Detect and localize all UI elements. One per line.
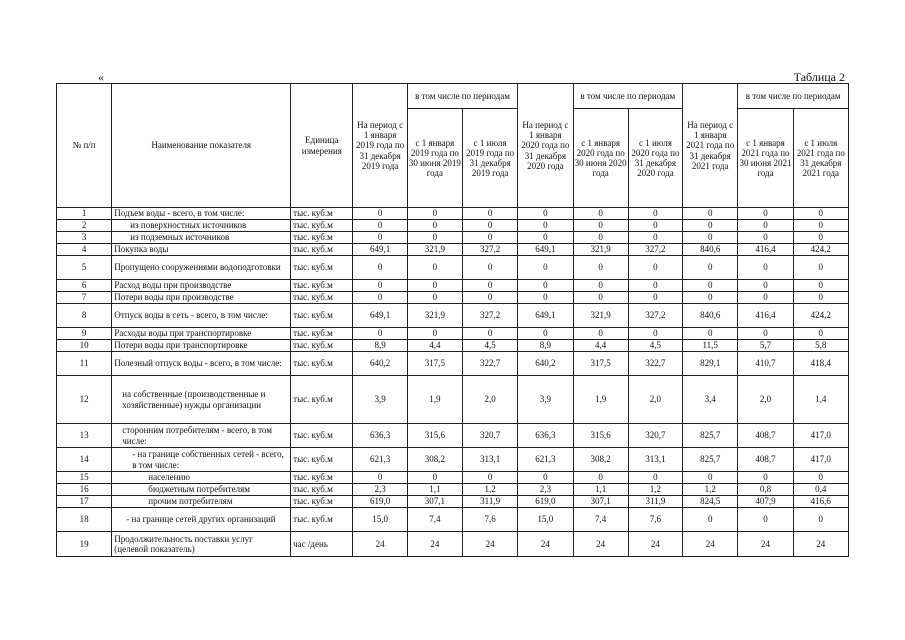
unit-cell: тыс. куб.м xyxy=(291,328,353,340)
value-cell: 5,8 xyxy=(793,340,848,352)
value-cell: 315,6 xyxy=(407,424,462,448)
value-cell: 315,6 xyxy=(573,424,628,448)
value-cell: 0 xyxy=(573,280,628,292)
unit-cell: тыс. куб.м xyxy=(291,376,353,424)
value-cell: 0 xyxy=(793,508,848,532)
value-cell: 636,3 xyxy=(353,424,407,448)
value-cell: 0 xyxy=(738,220,793,232)
indicator-name: - на границе сетей других организаций xyxy=(112,508,291,532)
unit-cell: тыс. куб.м xyxy=(291,292,353,304)
unit-cell: тыс. куб.м xyxy=(291,508,353,532)
value-cell: 3,9 xyxy=(518,376,573,424)
unit-cell: тыс. куб.м xyxy=(291,256,353,280)
table-row xyxy=(57,508,849,532)
value-cell: 24 xyxy=(407,532,462,557)
value-cell: 1,1 xyxy=(407,484,462,496)
value-cell: 307,1 xyxy=(573,496,628,508)
value-cell: 0 xyxy=(518,208,573,220)
value-cell: 7,4 xyxy=(573,508,628,532)
value-cell: 621,3 xyxy=(518,448,573,472)
value-cell: 0,4 xyxy=(793,484,848,496)
value-cell: 0 xyxy=(573,328,628,340)
indicator-name: на собственные (производственные и хозяйственные) нужды организации xyxy=(112,376,291,424)
indicator-name: Потери воды при транспортировке xyxy=(112,340,291,352)
value-cell: 0 xyxy=(407,256,462,280)
value-cell: 0 xyxy=(463,208,518,220)
value-cell: 0 xyxy=(353,256,407,280)
value-cell: 0 xyxy=(518,292,573,304)
table-row xyxy=(57,448,849,472)
unit-cell: тыс. куб.м xyxy=(291,484,353,496)
value-cell: 321,9 xyxy=(573,244,628,256)
value-cell: 8,9 xyxy=(353,340,407,352)
value-cell: 0 xyxy=(738,208,793,220)
value-cell: 322,7 xyxy=(463,352,518,376)
value-cell: 0 xyxy=(738,256,793,280)
unit-cell: тыс. куб.м xyxy=(291,208,353,220)
value-cell: 1,1 xyxy=(573,484,628,496)
value-cell: 24 xyxy=(353,532,407,557)
value-cell: 649,1 xyxy=(518,244,573,256)
value-cell: 407,9 xyxy=(738,496,793,508)
value-cell: 829,1 xyxy=(683,352,738,376)
value-cell: 0 xyxy=(628,292,682,304)
header-2019-h2: с 1 июля 2019 года по 31 декабря 2019 года xyxy=(463,109,518,208)
table-row xyxy=(57,232,849,244)
value-cell: 2,0 xyxy=(738,376,793,424)
value-cell: 0 xyxy=(793,256,848,280)
header-2020-h2: с 1 июля 2020 года по 31 декабря 2020 года xyxy=(628,109,682,208)
value-cell: 417,0 xyxy=(793,448,848,472)
value-cell: 0 xyxy=(518,220,573,232)
indicator-name: Продолжительность поставки услуг (целевой показатель) xyxy=(112,532,291,557)
header-year-2019-total: На период с 1 января 2019 года по 31 декабря 2019 года xyxy=(353,84,407,208)
value-cell: 320,7 xyxy=(628,424,682,448)
indicator-name: Полезный отпуск воды - всего, в том числе: xyxy=(112,352,291,376)
value-cell: 3,4 xyxy=(683,376,738,424)
value-cell: 0 xyxy=(738,232,793,244)
row-number: 8 xyxy=(57,304,112,328)
value-cell: 0 xyxy=(353,232,407,244)
value-cell: 1,2 xyxy=(463,484,518,496)
value-cell: 0 xyxy=(628,208,682,220)
header-unit: Единица измерения xyxy=(291,84,353,208)
value-cell: 5,7 xyxy=(738,340,793,352)
value-cell: 0 xyxy=(573,256,628,280)
value-cell: 327,2 xyxy=(628,244,682,256)
value-cell: 0 xyxy=(793,292,848,304)
value-cell: 2,0 xyxy=(628,376,682,424)
table-row xyxy=(57,280,849,292)
value-cell: 416,4 xyxy=(738,304,793,328)
row-number: 3 xyxy=(57,232,112,244)
value-cell: 7,6 xyxy=(628,508,682,532)
table-caption: Таблица 2 xyxy=(793,70,845,84)
value-cell: 0 xyxy=(683,232,738,244)
value-cell: 11,5 xyxy=(683,340,738,352)
value-cell: 0 xyxy=(463,328,518,340)
indicator-name: сторонним потребителям - всего, в том числе: xyxy=(112,424,291,448)
value-cell: 840,6 xyxy=(683,304,738,328)
value-cell: 308,2 xyxy=(407,448,462,472)
value-cell: 0 xyxy=(793,220,848,232)
header-2021-h1: с 1 января 2021 года по 30 июня 2021 года xyxy=(738,109,793,208)
value-cell: 0 xyxy=(518,256,573,280)
value-cell: 1,9 xyxy=(407,376,462,424)
value-cell: 0 xyxy=(683,208,738,220)
value-cell: 0 xyxy=(353,220,407,232)
value-cell: 327,2 xyxy=(463,244,518,256)
header-2021-h2: с 1 июля 2021 года по 31 декабря 2021 года xyxy=(793,109,848,208)
value-cell: 0 xyxy=(463,220,518,232)
value-cell: 408,7 xyxy=(738,448,793,472)
header-num: № п/п xyxy=(57,84,112,208)
value-cell: 0 xyxy=(573,208,628,220)
table-row xyxy=(57,472,849,484)
table-row xyxy=(57,328,849,340)
row-number: 1 xyxy=(57,208,112,220)
row-number: 7 xyxy=(57,292,112,304)
value-cell: 410,7 xyxy=(738,352,793,376)
value-cell: 649,1 xyxy=(518,304,573,328)
value-cell: 0 xyxy=(683,256,738,280)
value-cell: 0 xyxy=(463,232,518,244)
value-cell: 317,5 xyxy=(407,352,462,376)
row-number: 16 xyxy=(57,484,112,496)
table-row xyxy=(57,376,849,424)
unit-cell: тыс. куб.м xyxy=(291,424,353,448)
value-cell: 24 xyxy=(463,532,518,557)
indicator-name: прочим потребителям xyxy=(112,496,291,508)
indicator-name: Расход воды при производстве xyxy=(112,280,291,292)
value-cell: 0 xyxy=(518,472,573,484)
value-cell: 0 xyxy=(573,232,628,244)
table-row xyxy=(57,208,849,220)
value-cell: 636,3 xyxy=(518,424,573,448)
value-cell: 0,8 xyxy=(738,484,793,496)
value-cell: 24 xyxy=(793,532,848,557)
indicator-name: из подземных источников xyxy=(112,232,291,244)
value-cell: 0 xyxy=(407,280,462,292)
row-number: 10 xyxy=(57,340,112,352)
header-year-2020-total: На период с 1 января 2020 года по 31 декабря 2020 года xyxy=(518,84,573,208)
value-cell: 0 xyxy=(518,280,573,292)
value-cell: 0 xyxy=(463,472,518,484)
value-cell: 619,0 xyxy=(518,496,573,508)
row-number: 19 xyxy=(57,532,112,557)
value-cell: 1,2 xyxy=(628,484,682,496)
unit-cell: тыс. куб.м xyxy=(291,220,353,232)
value-cell: 24 xyxy=(573,532,628,557)
indicator-name: - на границе собственных сетей - всего, в том числе: xyxy=(112,448,291,472)
value-cell: 2,3 xyxy=(518,484,573,496)
value-cell: 24 xyxy=(628,532,682,557)
unit-cell: тыс. куб.м xyxy=(291,352,353,376)
value-cell: 417,0 xyxy=(793,424,848,448)
unit-cell: тыс. куб.м xyxy=(291,340,353,352)
value-cell: 416,4 xyxy=(738,244,793,256)
value-cell: 4,4 xyxy=(407,340,462,352)
table-row xyxy=(57,532,849,557)
value-cell: 0 xyxy=(628,232,682,244)
table-row xyxy=(57,352,849,376)
value-cell: 0 xyxy=(353,208,407,220)
value-cell: 0 xyxy=(683,220,738,232)
indicator-name: бюджетным потребителям xyxy=(112,484,291,496)
value-cell: 0 xyxy=(353,328,407,340)
value-cell: 825,7 xyxy=(683,448,738,472)
value-cell: 408,7 xyxy=(738,424,793,448)
value-cell: 0 xyxy=(628,328,682,340)
indicator-name: Отпуск воды в сеть - всего, в том числе: xyxy=(112,304,291,328)
value-cell: 0 xyxy=(463,280,518,292)
value-cell: 0 xyxy=(407,220,462,232)
indicator-name: Подъем воды - всего, в том числе: xyxy=(112,208,291,220)
value-cell: 24 xyxy=(683,532,738,557)
value-cell: 0 xyxy=(353,292,407,304)
row-number: 6 xyxy=(57,280,112,292)
table-row xyxy=(57,292,849,304)
table-row xyxy=(57,340,849,352)
unit-cell: тыс. куб.м xyxy=(291,232,353,244)
value-cell: 619,0 xyxy=(353,496,407,508)
value-cell: 0 xyxy=(463,292,518,304)
value-cell: 1,4 xyxy=(793,376,848,424)
row-number: 18 xyxy=(57,508,112,532)
value-cell: 0 xyxy=(738,472,793,484)
value-cell: 0 xyxy=(738,292,793,304)
value-cell: 0 xyxy=(407,232,462,244)
value-cell: 317,5 xyxy=(573,352,628,376)
value-cell: 0 xyxy=(683,280,738,292)
value-cell: 0 xyxy=(628,256,682,280)
value-cell: 2,3 xyxy=(353,484,407,496)
value-cell: 0 xyxy=(518,328,573,340)
value-cell: 840,6 xyxy=(683,244,738,256)
value-cell: 0 xyxy=(353,472,407,484)
value-cell: 4,4 xyxy=(573,340,628,352)
unit-cell: тыс. куб.м xyxy=(291,472,353,484)
value-cell: 7,4 xyxy=(407,508,462,532)
unit-cell: тыс. куб.м xyxy=(291,280,353,292)
unit-cell: тыс. куб.м xyxy=(291,244,353,256)
value-cell: 424,2 xyxy=(793,244,848,256)
table-row xyxy=(57,256,849,280)
value-cell: 825,7 xyxy=(683,424,738,448)
row-number: 13 xyxy=(57,424,112,448)
value-cell: 0 xyxy=(518,232,573,244)
value-cell: 321,9 xyxy=(573,304,628,328)
value-cell: 0 xyxy=(683,292,738,304)
value-cell: 2,0 xyxy=(463,376,518,424)
indicators-table xyxy=(56,83,849,557)
value-cell: 308,2 xyxy=(573,448,628,472)
unit-cell: тыс. куб.м xyxy=(291,496,353,508)
value-cell: 327,2 xyxy=(628,304,682,328)
indicator-name: Потери воды при производстве xyxy=(112,292,291,304)
row-number: 9 xyxy=(57,328,112,340)
indicator-name: населению xyxy=(112,472,291,484)
table-body xyxy=(57,208,849,557)
value-cell: 1,9 xyxy=(573,376,628,424)
value-cell: 640,2 xyxy=(518,352,573,376)
row-number: 5 xyxy=(57,256,112,280)
value-cell: 0 xyxy=(573,472,628,484)
table-row xyxy=(57,484,849,496)
value-cell: 4,5 xyxy=(463,340,518,352)
value-cell: 0 xyxy=(407,472,462,484)
row-number: 15 xyxy=(57,472,112,484)
value-cell: 307,1 xyxy=(407,496,462,508)
value-cell: 0 xyxy=(463,256,518,280)
value-cell: 0 xyxy=(683,328,738,340)
value-cell: 3,9 xyxy=(353,376,407,424)
value-cell: 0 xyxy=(738,508,793,532)
value-cell: 649,1 xyxy=(353,304,407,328)
value-cell: 649,1 xyxy=(353,244,407,256)
row-number: 2 xyxy=(57,220,112,232)
value-cell: 0 xyxy=(353,280,407,292)
unit-cell: тыс. куб.м xyxy=(291,304,353,328)
header-name: Наименование показателя xyxy=(112,84,291,208)
value-cell: 621,3 xyxy=(353,448,407,472)
value-cell: 424,2 xyxy=(793,304,848,328)
value-cell: 0 xyxy=(573,292,628,304)
value-cell: 0 xyxy=(628,280,682,292)
value-cell: 0 xyxy=(738,280,793,292)
value-cell: 24 xyxy=(518,532,573,557)
value-cell: 0 xyxy=(683,508,738,532)
header-2019-h1: с 1 января 2019 года по 30 июня 2019 года xyxy=(407,109,462,208)
value-cell: 0 xyxy=(793,232,848,244)
table-row xyxy=(57,304,849,328)
value-cell: 4,5 xyxy=(628,340,682,352)
value-cell: 321,9 xyxy=(407,304,462,328)
value-cell: 321,9 xyxy=(407,244,462,256)
value-cell: 24 xyxy=(738,532,793,557)
row-number: 4 xyxy=(57,244,112,256)
table-row xyxy=(57,496,849,508)
value-cell: 824,5 xyxy=(683,496,738,508)
header-2020-h1: с 1 января 2020 года по 30 июня 2020 года xyxy=(573,109,628,208)
value-cell: 0 xyxy=(628,472,682,484)
value-cell: 416,6 xyxy=(793,496,848,508)
header-year-2019-group: в том числе по периодам xyxy=(407,84,518,109)
indicator-name: Покупка воды xyxy=(112,244,291,256)
table-row xyxy=(57,424,849,448)
indicator-name: из поверхностных источников xyxy=(112,220,291,232)
value-cell: 7,6 xyxy=(463,508,518,532)
value-cell: 313,1 xyxy=(628,448,682,472)
value-cell: 15,0 xyxy=(518,508,573,532)
value-cell: 0 xyxy=(407,208,462,220)
row-number: 12 xyxy=(57,376,112,424)
value-cell: 0 xyxy=(407,328,462,340)
value-cell: 313,1 xyxy=(463,448,518,472)
row-number: 14 xyxy=(57,448,112,472)
value-cell: 311,9 xyxy=(628,496,682,508)
value-cell: 640,2 xyxy=(353,352,407,376)
value-cell: 322,7 xyxy=(628,352,682,376)
value-cell: 0 xyxy=(793,328,848,340)
indicator-name: Расходы воды при транспортировке xyxy=(112,328,291,340)
value-cell: 0 xyxy=(793,472,848,484)
table-row xyxy=(57,220,849,232)
value-cell: 1,2 xyxy=(683,484,738,496)
value-cell: 0 xyxy=(683,472,738,484)
value-cell: 15,0 xyxy=(353,508,407,532)
row-number: 11 xyxy=(57,352,112,376)
value-cell: 8,9 xyxy=(518,340,573,352)
value-cell: 418,4 xyxy=(793,352,848,376)
unit-cell: тыс. куб.м xyxy=(291,448,353,472)
value-cell: 0 xyxy=(407,292,462,304)
value-cell: 0 xyxy=(793,208,848,220)
value-cell: 0 xyxy=(738,328,793,340)
value-cell: 0 xyxy=(573,220,628,232)
header-year-2021-total: На период с 1 января 2021 года по 31 декабря 2021 года xyxy=(683,84,738,208)
table-row xyxy=(57,244,849,256)
value-cell: 0 xyxy=(793,280,848,292)
unit-cell: час /день xyxy=(291,532,353,557)
header-year-2020-group: в том числе по периодам xyxy=(573,84,683,109)
value-cell: 0 xyxy=(628,220,682,232)
value-cell: 320,7 xyxy=(463,424,518,448)
value-cell: 311,9 xyxy=(463,496,518,508)
header-year-2021-group: в том числе по периодам xyxy=(738,84,849,109)
opening-quote: « xyxy=(98,70,104,84)
indicator-name: Пропущено сооружениями водоподготовки xyxy=(112,256,291,280)
value-cell: 327,2 xyxy=(463,304,518,328)
row-number: 17 xyxy=(57,496,112,508)
